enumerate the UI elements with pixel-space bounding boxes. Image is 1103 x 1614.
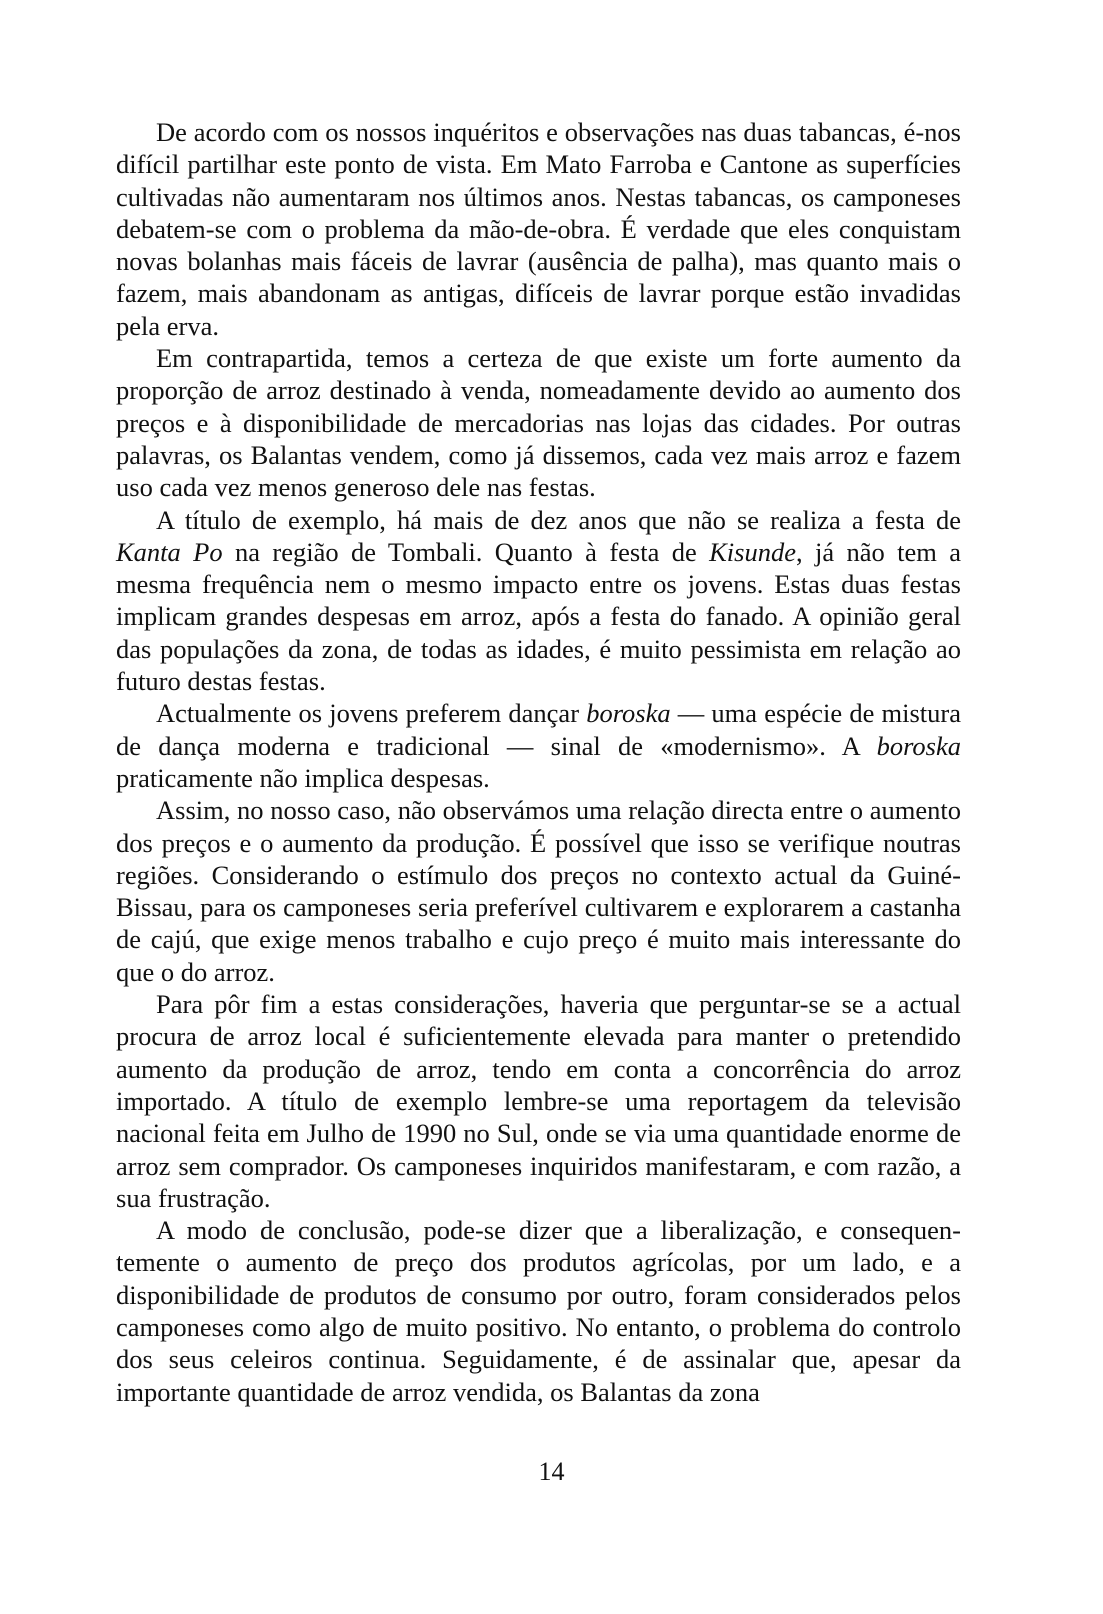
paragraph bbox=[116, 116, 961, 342]
paragraph bbox=[116, 794, 961, 988]
body-text bbox=[116, 116, 961, 1408]
paragraph bbox=[116, 504, 961, 698]
text-run: praticamente não implica despesas. bbox=[116, 762, 490, 793]
text-run: Para pôr fim a estas considerações, haveria que perguntar-se se a actual procura de arroz local é suficientemente elevada para manter o pretendido aumento da produção de arroz, tendo em conta a concorrência do arroz importado. A título de exemplo lembre-se uma reportagem da televisão nacional feita em Julho de 1990 no Sul, onde se via uma quantidade enorme de arroz sem comprador. Os camponeses inquiridos manifestaram, e com razão, a sua frustração. bbox=[116, 989, 961, 1213]
text-run: Assim, no nosso caso, não observámos uma relação directa entre o aumento dos preços e o aumento da produção. É possível que isso se verifique noutras regiões. Considerando o estímulo dos preços no contexto actual da Guiné-Bissau, para os camponeses seria preferível cultivarem e explorarem a castanha de cajú, que exige menos trabalho e cujo preço é muito mais interessante do que o do arroz. bbox=[116, 795, 961, 987]
text-run: na região de Tombali. Quanto à festa de bbox=[222, 536, 710, 567]
text-run: A título de exemplo, há mais de dez anos que não se realiza a festa de bbox=[156, 504, 961, 535]
page-number: 14 bbox=[538, 1457, 565, 1486]
paragraph bbox=[116, 988, 961, 1214]
text-run: Em contrapartida, temos a certeza de que existe um forte aumento da proporção de arroz destinado à venda, nomeadamente devido ao aumento dos preços e à disponibilidade de mercadorias nas lojas das cidades. Por outras palavras, os Balantas vendem, como já dissemos, cada vez mais arroz e fazem uso cada vez menos generoso dele nas festas. bbox=[116, 343, 961, 503]
italic-term: Kanta Po bbox=[116, 536, 223, 567]
text-run: , já não tem a mesma frequência nem o mesmo impacto entre os jovens. Estas duas festas implicam grandes despesas em arroz, após a festa do fanado. A opinião geral das populações da zona, de todas as idades, é muito pessimista em relação ao futuro destas festas. bbox=[116, 536, 961, 697]
paragraph bbox=[116, 697, 961, 794]
text-run: A modo de conclusão, pode-se dizer que a liberalização, e consequentemente o aumento de preço dos produtos agrícolas, por um lado, e a disponibilidade de produtos de consumo por outro, foram considerados pelos camponeses como algo de muito positivo. No entanto, o problema do controlo dos seus celeiros continua. Seguidamente, é de assinalar que, apesar da importante quantidade de arroz vendida, os Balantas da zona bbox=[116, 1215, 961, 1407]
text-run: — uma espécie de mistura de dança moderna e tradicional — sinal de «modernismo». A bbox=[116, 698, 961, 761]
paragraph bbox=[116, 1214, 961, 1408]
italic-term: boroska bbox=[586, 698, 671, 729]
italic-term: boroska bbox=[876, 730, 961, 761]
text-run: De acordo com os nossos inquéritos e observações nas duas tabancas, é-nos difícil partilhar este ponto de vista. Em Mato Farroba e Cantone as superfícies cultivadas não aumentaram nos últimos anos. Nestas tabancas, os camponeses debatem-se com o problema da mão-de-obra. É verdade que eles conquistam novas bolanhas mais fáceis de lavrar (ausência de palha), mas quanto mais o fazem, mais abandonam as antigas, difíceis de lavrar porque estão invadidas pela erva. bbox=[116, 117, 961, 341]
italic-term: Kisunde bbox=[709, 536, 796, 567]
paragraph bbox=[116, 342, 961, 503]
text-run: Actualmente os jovens preferem dançar bbox=[156, 698, 587, 729]
